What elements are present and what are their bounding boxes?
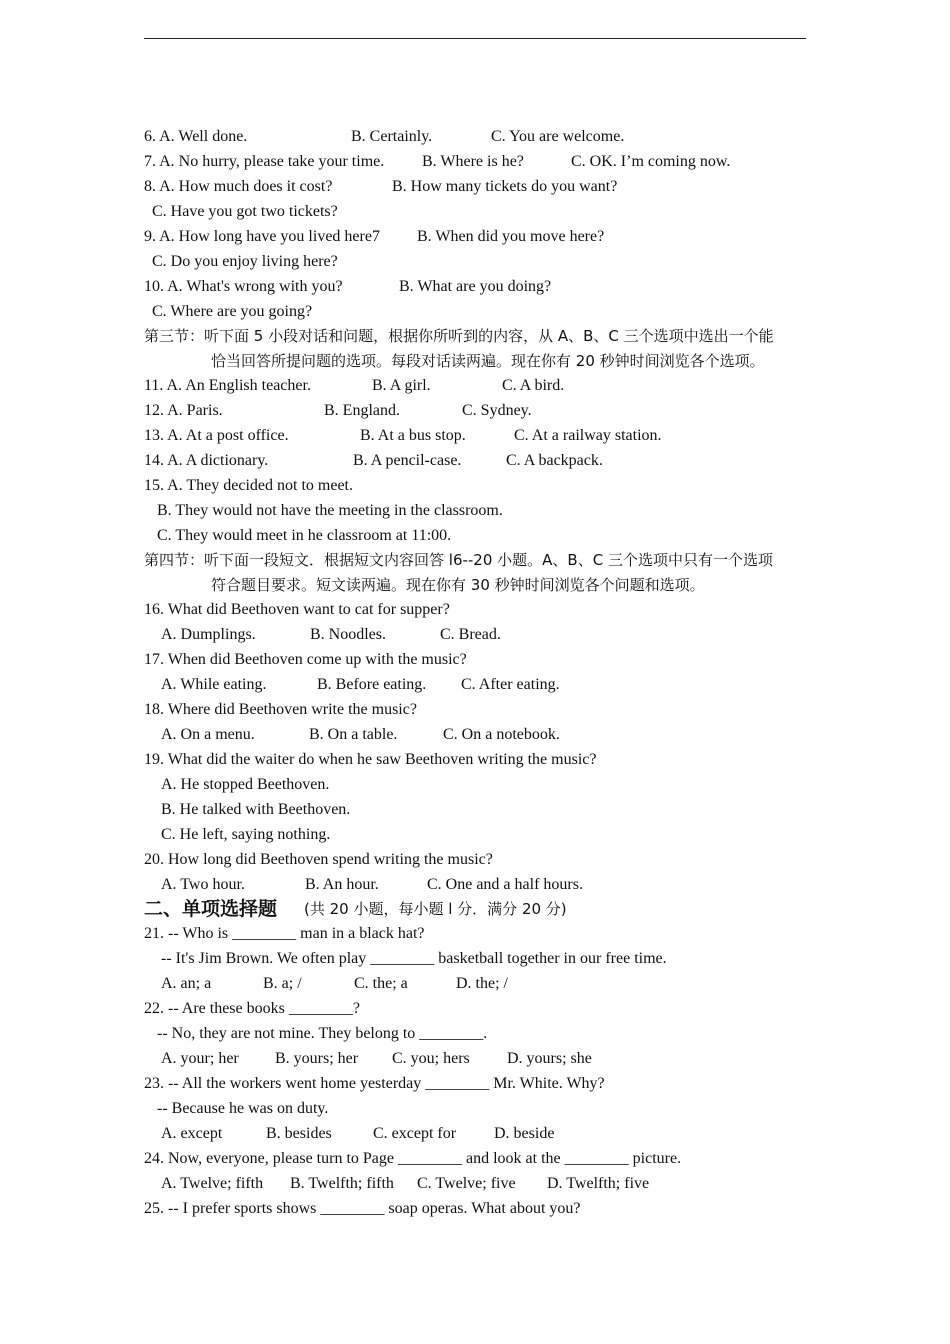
question-text: 21. -- Who is ________ man in a black hat? <box>144 925 425 942</box>
question-text: 8. A. How much does it cost? <box>144 178 333 195</box>
header-rule <box>144 38 806 39</box>
answer-option: B. On a table. <box>309 726 398 743</box>
question-text: 24. Now, everyone, please turn to Page ________ and look at the ________ picture. <box>144 1150 682 1167</box>
question-text: C. Do you enjoy living here? <box>152 253 338 270</box>
answer-option: C. OK. I’m coming now. <box>571 153 731 170</box>
question-text: 7. A. No hurry, please take your time. <box>144 153 385 170</box>
answer-option: B. A girl. <box>372 377 431 394</box>
answer-option: C. On a notebook. <box>443 726 560 743</box>
answer-option: B. When did you move here? <box>417 228 605 245</box>
answer-option: C. Sydney. <box>462 402 532 419</box>
question-text: A. Dumplings. <box>161 626 256 643</box>
question-text: 14. A. A dictionary. <box>144 452 269 469</box>
question-text: C. They would meet in he classroom at 11:00. <box>157 527 452 544</box>
answer-option: C. the; a <box>354 975 408 992</box>
answer-option: C. You are welcome. <box>491 128 625 145</box>
answer-option: C. except for <box>373 1125 457 1142</box>
answer-option: B. What are you doing? <box>399 278 552 295</box>
question-text: -- No, they are not mine. They belong to ________. <box>157 1025 488 1042</box>
question-text: 19. What did the waiter do when he saw Beethoven writing the music? <box>144 751 597 768</box>
question-text: A. your; her <box>161 1050 239 1067</box>
question-text: 11. A. An English teacher. <box>144 377 311 394</box>
answer-option: B. How many tickets do you want? <box>392 178 618 195</box>
answer-option: B. Noodles. <box>310 626 386 643</box>
question-text: 15. A. They decided not to meet. <box>144 477 353 494</box>
question-text: A. He stopped Beethoven. <box>161 776 330 793</box>
answer-option: C. A bird. <box>502 377 565 394</box>
question-text: A. except <box>161 1125 223 1142</box>
answer-option: C. After eating. <box>461 676 560 693</box>
answer-option: B. yours; her <box>275 1050 359 1067</box>
section4-line1: 第四节：听下面一段短文．根据短文内容回答 l6--20 小题。A、B、C 三个选项中只有一个选项 <box>144 551 773 569</box>
question-text: 22. -- Are these books ________? <box>144 1000 360 1017</box>
question-text: C. Have you got two tickets? <box>152 203 338 220</box>
answer-option: B. An hour. <box>305 876 379 893</box>
answer-option: C. One and a half hours. <box>427 876 583 893</box>
answer-option: B. Where is he? <box>422 153 524 170</box>
question-text: 6. A. Well done. <box>144 128 248 145</box>
answer-option: D. Twelfth; five <box>547 1175 650 1192</box>
question-text: B. He talked with Beethoven. <box>161 801 351 818</box>
answer-option: D. the; / <box>456 975 508 992</box>
question-text: A. an; a <box>161 975 212 992</box>
question-text: 25. -- I prefer sports shows ________ soap operas. What about you? <box>144 1200 581 1217</box>
answer-option: C. At a railway station. <box>514 427 662 444</box>
question-text: 17. When did Beethoven come up with the music? <box>144 651 467 668</box>
part2-note: (共 20 小题，每小题 l 分．满分 20 分) <box>304 900 567 918</box>
question-text: 18. Where did Beethoven write the music? <box>144 701 417 718</box>
question-text: 10. A. What's wrong with you? <box>144 278 343 295</box>
section3-line2: 恰当回答所提问题的选项。每段对话读两遍。现在你有 20 秒钟时间浏览各个选项。 <box>211 352 765 370</box>
answer-option: B. England. <box>324 402 400 419</box>
answer-option: B. At a bus stop. <box>360 427 466 444</box>
answer-option: C. A backpack. <box>506 452 603 469</box>
answer-option: B. Certainly. <box>351 128 433 145</box>
section4-line2: 符合题目要求。短文读两遍。现在你有 30 秒钟时间浏览各个问题和选项。 <box>211 576 705 594</box>
question-text: A. On a menu. <box>161 726 255 743</box>
question-text: A. Two hour. <box>161 876 245 893</box>
answer-option: D. beside <box>494 1125 555 1142</box>
answer-option: B. a; / <box>263 975 302 992</box>
answer-option: C. Bread. <box>440 626 501 643</box>
answer-option: B. Twelfth; fifth <box>290 1175 394 1192</box>
answer-option: B. Before eating. <box>317 676 427 693</box>
answer-option: C. Twelve; five <box>417 1175 516 1192</box>
answer-option: B. A pencil-case. <box>353 452 462 469</box>
question-text: 13. A. At a post office. <box>144 427 289 444</box>
question-text: A. While eating. <box>161 676 267 693</box>
question-text: C. Where are you going? <box>152 303 313 320</box>
question-text: 23. -- All the workers went home yesterday ________ Mr. White. Why? <box>144 1075 605 1092</box>
answer-option: D. yours; she <box>507 1050 592 1067</box>
question-text: C. He left, saying nothing. <box>161 826 331 843</box>
question-text: 16. What did Beethoven want to cat for supper? <box>144 601 450 618</box>
question-text: 12. A. Paris. <box>144 402 223 419</box>
section3-line1: 第三节：听下面 5 小段对话和问题，根据你所听到的内容，从 A、B、C 三个选项中选出一个能 <box>144 327 774 345</box>
question-text: A. Twelve; fifth <box>161 1175 264 1192</box>
question-text: -- Because he was on duty. <box>157 1100 329 1117</box>
part2-title: 二、单项选择题 <box>144 898 278 920</box>
question-text: -- It's Jim Brown. We often play ________ basketball together in our free time. <box>161 950 667 967</box>
question-text: 20. How long did Beethoven spend writing the music? <box>144 851 493 868</box>
question-text: 9. A. How long have you lived here7 <box>144 228 380 245</box>
question-text: B. They would not have the meeting in the classroom. <box>157 502 503 519</box>
answer-option: B. besides <box>266 1125 332 1142</box>
answer-option: C. you; hers <box>392 1050 470 1067</box>
